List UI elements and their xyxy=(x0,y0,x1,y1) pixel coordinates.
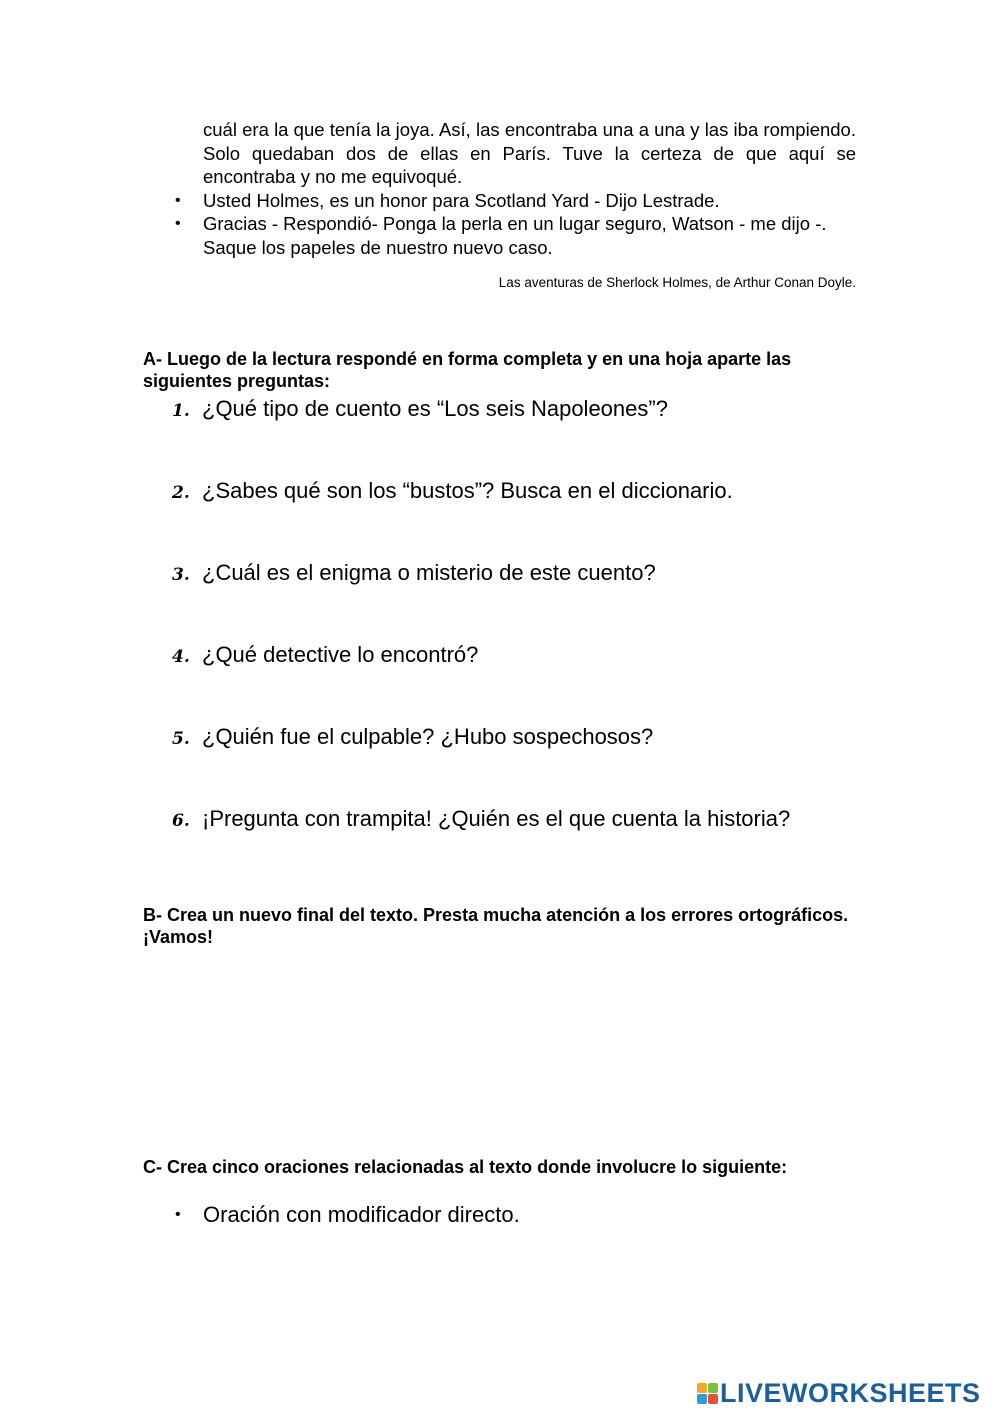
logo-text: LIVEWORKSHEETS xyxy=(720,1377,981,1408)
passage-bullet-list xyxy=(203,189,856,260)
question-number: 3. xyxy=(172,565,190,585)
question-number: 6. xyxy=(172,811,190,831)
question-item xyxy=(172,805,872,835)
logo-block xyxy=(708,1383,718,1393)
passage-paragraph: cuál era la que tenía la joya. Así, las encontraba una a una y las iba rompiendo. Solo quedaban dos de ellas en París. Tuve la certeza de que aquí se encontraba y no me equivoqué. xyxy=(203,119,856,187)
logo-block xyxy=(708,1394,718,1404)
question-number: 1. xyxy=(172,401,190,421)
reading-passage xyxy=(203,118,856,259)
question-number: 2. xyxy=(172,483,190,503)
question-item xyxy=(172,723,872,753)
question-item xyxy=(172,477,872,507)
question-text: ¡Pregunta con trampita! ¿Quién es el que cuenta la historia? xyxy=(202,806,791,831)
question-number: 5. xyxy=(172,729,190,749)
question-item xyxy=(172,641,872,671)
question-item xyxy=(172,559,872,589)
passage-bullet: • Gracias - Respondió- Ponga la perla en un lugar seguro, Watson - me dijo -. Saque los papeles de nuestro nuevo caso. xyxy=(203,212,856,259)
logo-block xyxy=(697,1394,707,1404)
question-text: ¿Cuál es el enigma o misterio de este cuento? xyxy=(202,560,656,585)
logo-icon xyxy=(697,1383,718,1404)
passage-bullet: • Usted Holmes, es un honor para Scotland Yard - Dijo Lestrade. xyxy=(203,189,856,213)
section-b-title: B- Crea un nuevo final del texto. Presta mucha atención a los errores ortográficos. ¡Vamos! xyxy=(143,905,849,947)
section-a-title: A- Luego de la lectura respondé en forma completa y en una hoja aparte las siguientes preguntas: xyxy=(143,349,792,391)
question-number: 4. xyxy=(172,647,190,667)
section-c-bullet: • Oración con modificador directo. xyxy=(203,1201,520,1229)
question-text: ¿Quién fue el culpable? ¿Hubo sospechosos? xyxy=(202,724,654,749)
liveworksheets-logo xyxy=(697,1378,981,1408)
question-text: ¿Qué detective lo encontró? xyxy=(202,642,479,667)
question-text: ¿Sabes qué son los “bustos”? Busca en el diccionario. xyxy=(202,478,733,503)
question-text: ¿Qué tipo de cuento es “Los seis Napoleones”? xyxy=(202,396,668,421)
question-item xyxy=(172,395,872,425)
section-c-title: C- Crea cinco oraciones relacionadas al texto donde involucre lo siguiente: xyxy=(143,1157,788,1177)
passage-source: Las aventuras de Sherlock Holmes, de Arthur Conan Doyle. xyxy=(498,275,856,290)
logo-block xyxy=(697,1383,707,1393)
